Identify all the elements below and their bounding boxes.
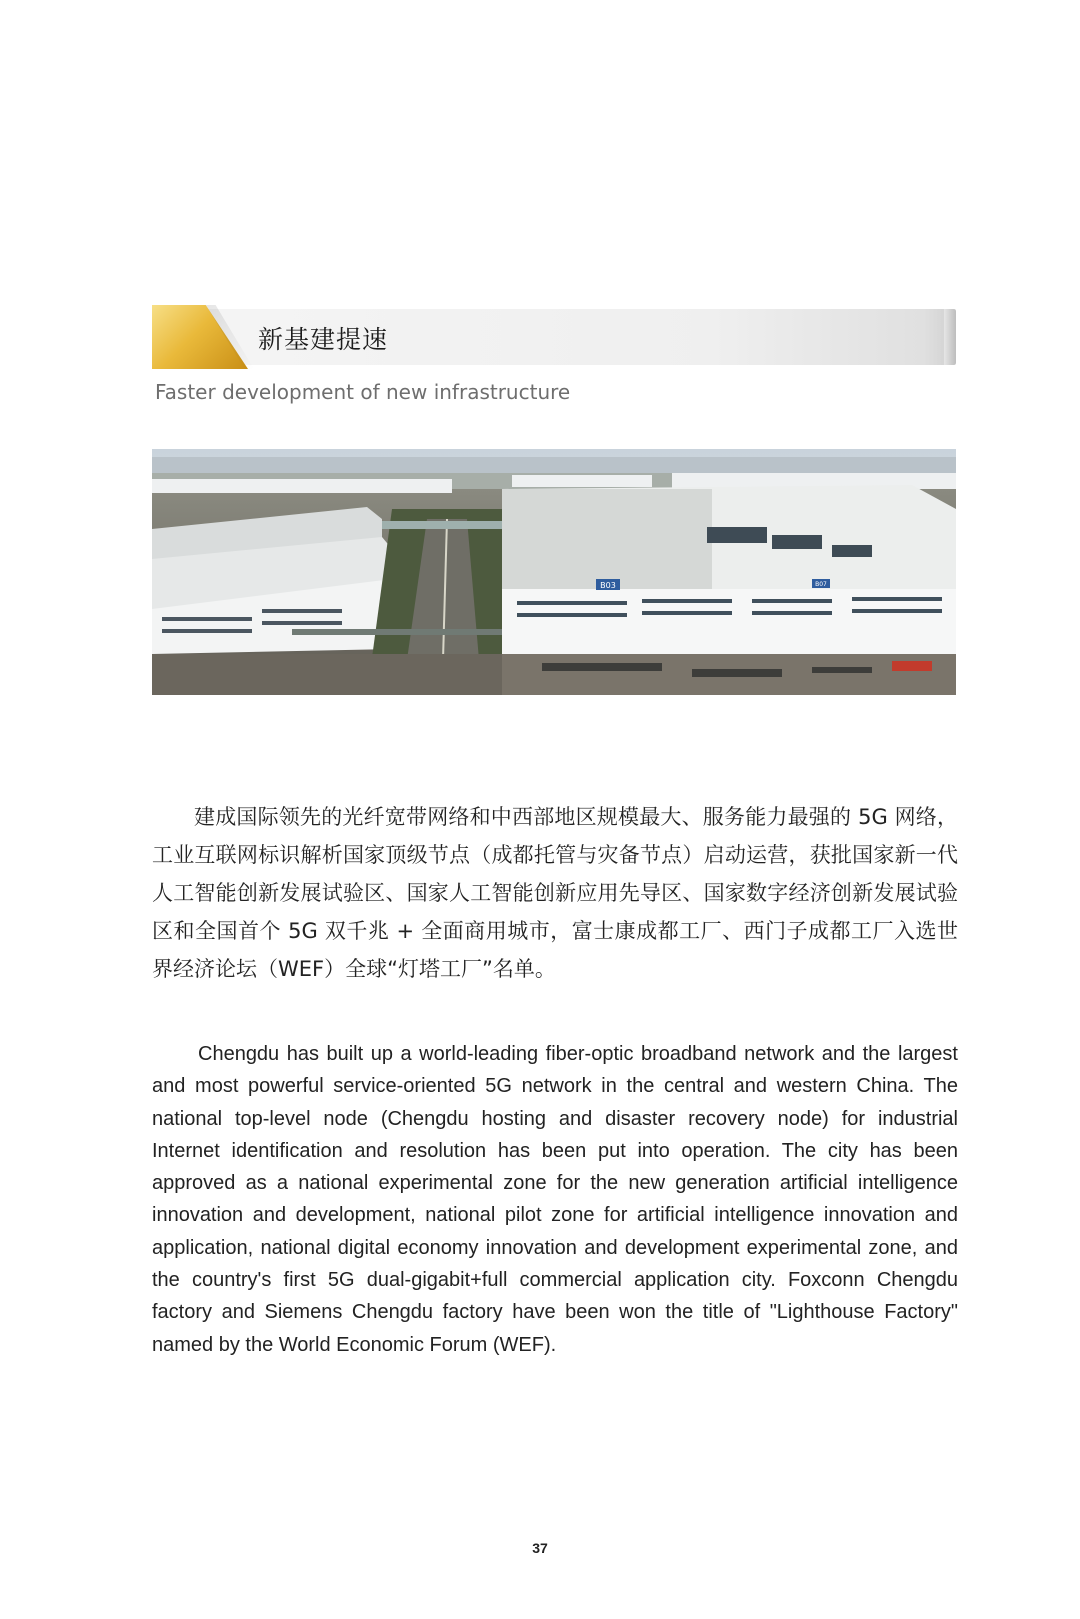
- section-title-chinese: 新基建提速: [258, 325, 389, 354]
- building-label-b07: B07: [815, 581, 827, 588]
- body-paragraph-chinese: 建成国际领先的光纤宽带网络和中西部地区规模最大、服务能力最强的 5G 网络，工业互联网标识解析国家顶级节点（成都托管与灾备节点）启动运营，获批国家新一代人工智能创新发展试验区、国家人工智能创新应用先导区、国家数字经济创新发展试验区和全国首个 5G 双千兆 + 全面商用城市，富士康成都工厂、西门子成都工厂入选世界经济论坛（WEF）全球“灯塔工厂”名单。: [152, 805, 958, 981]
- building-label-b03: B03: [600, 581, 616, 590]
- section-title-english: Faster development of new infrastructure: [155, 380, 571, 404]
- body-paragraph-english: Chengdu has built up a world-leading fiber-optic broadband network and the largest and most powerful service-oriented 5G network in the central and western China. The national top-level node (Chengdu hosting and disaster recovery node) for industrial Internet identification and resolution has been put into operation. The city has been approved as a national experimental zone for the new generation artificial intelligence innovation and development, national pilot zone for artificial intelligence innovation and application, national digital economy innovation and development experimental zone, and the country's first 5G dual-gigabit+full commercial application city. Foxconn Chengdu factory and Siemens Chengdu factory have been won the title of "Lighthouse Factory" named by the World Economic Forum (WEF).: [152, 1043, 958, 1356]
- factory-aerial-photo: [152, 449, 956, 695]
- page-number: 37: [532, 1540, 548, 1556]
